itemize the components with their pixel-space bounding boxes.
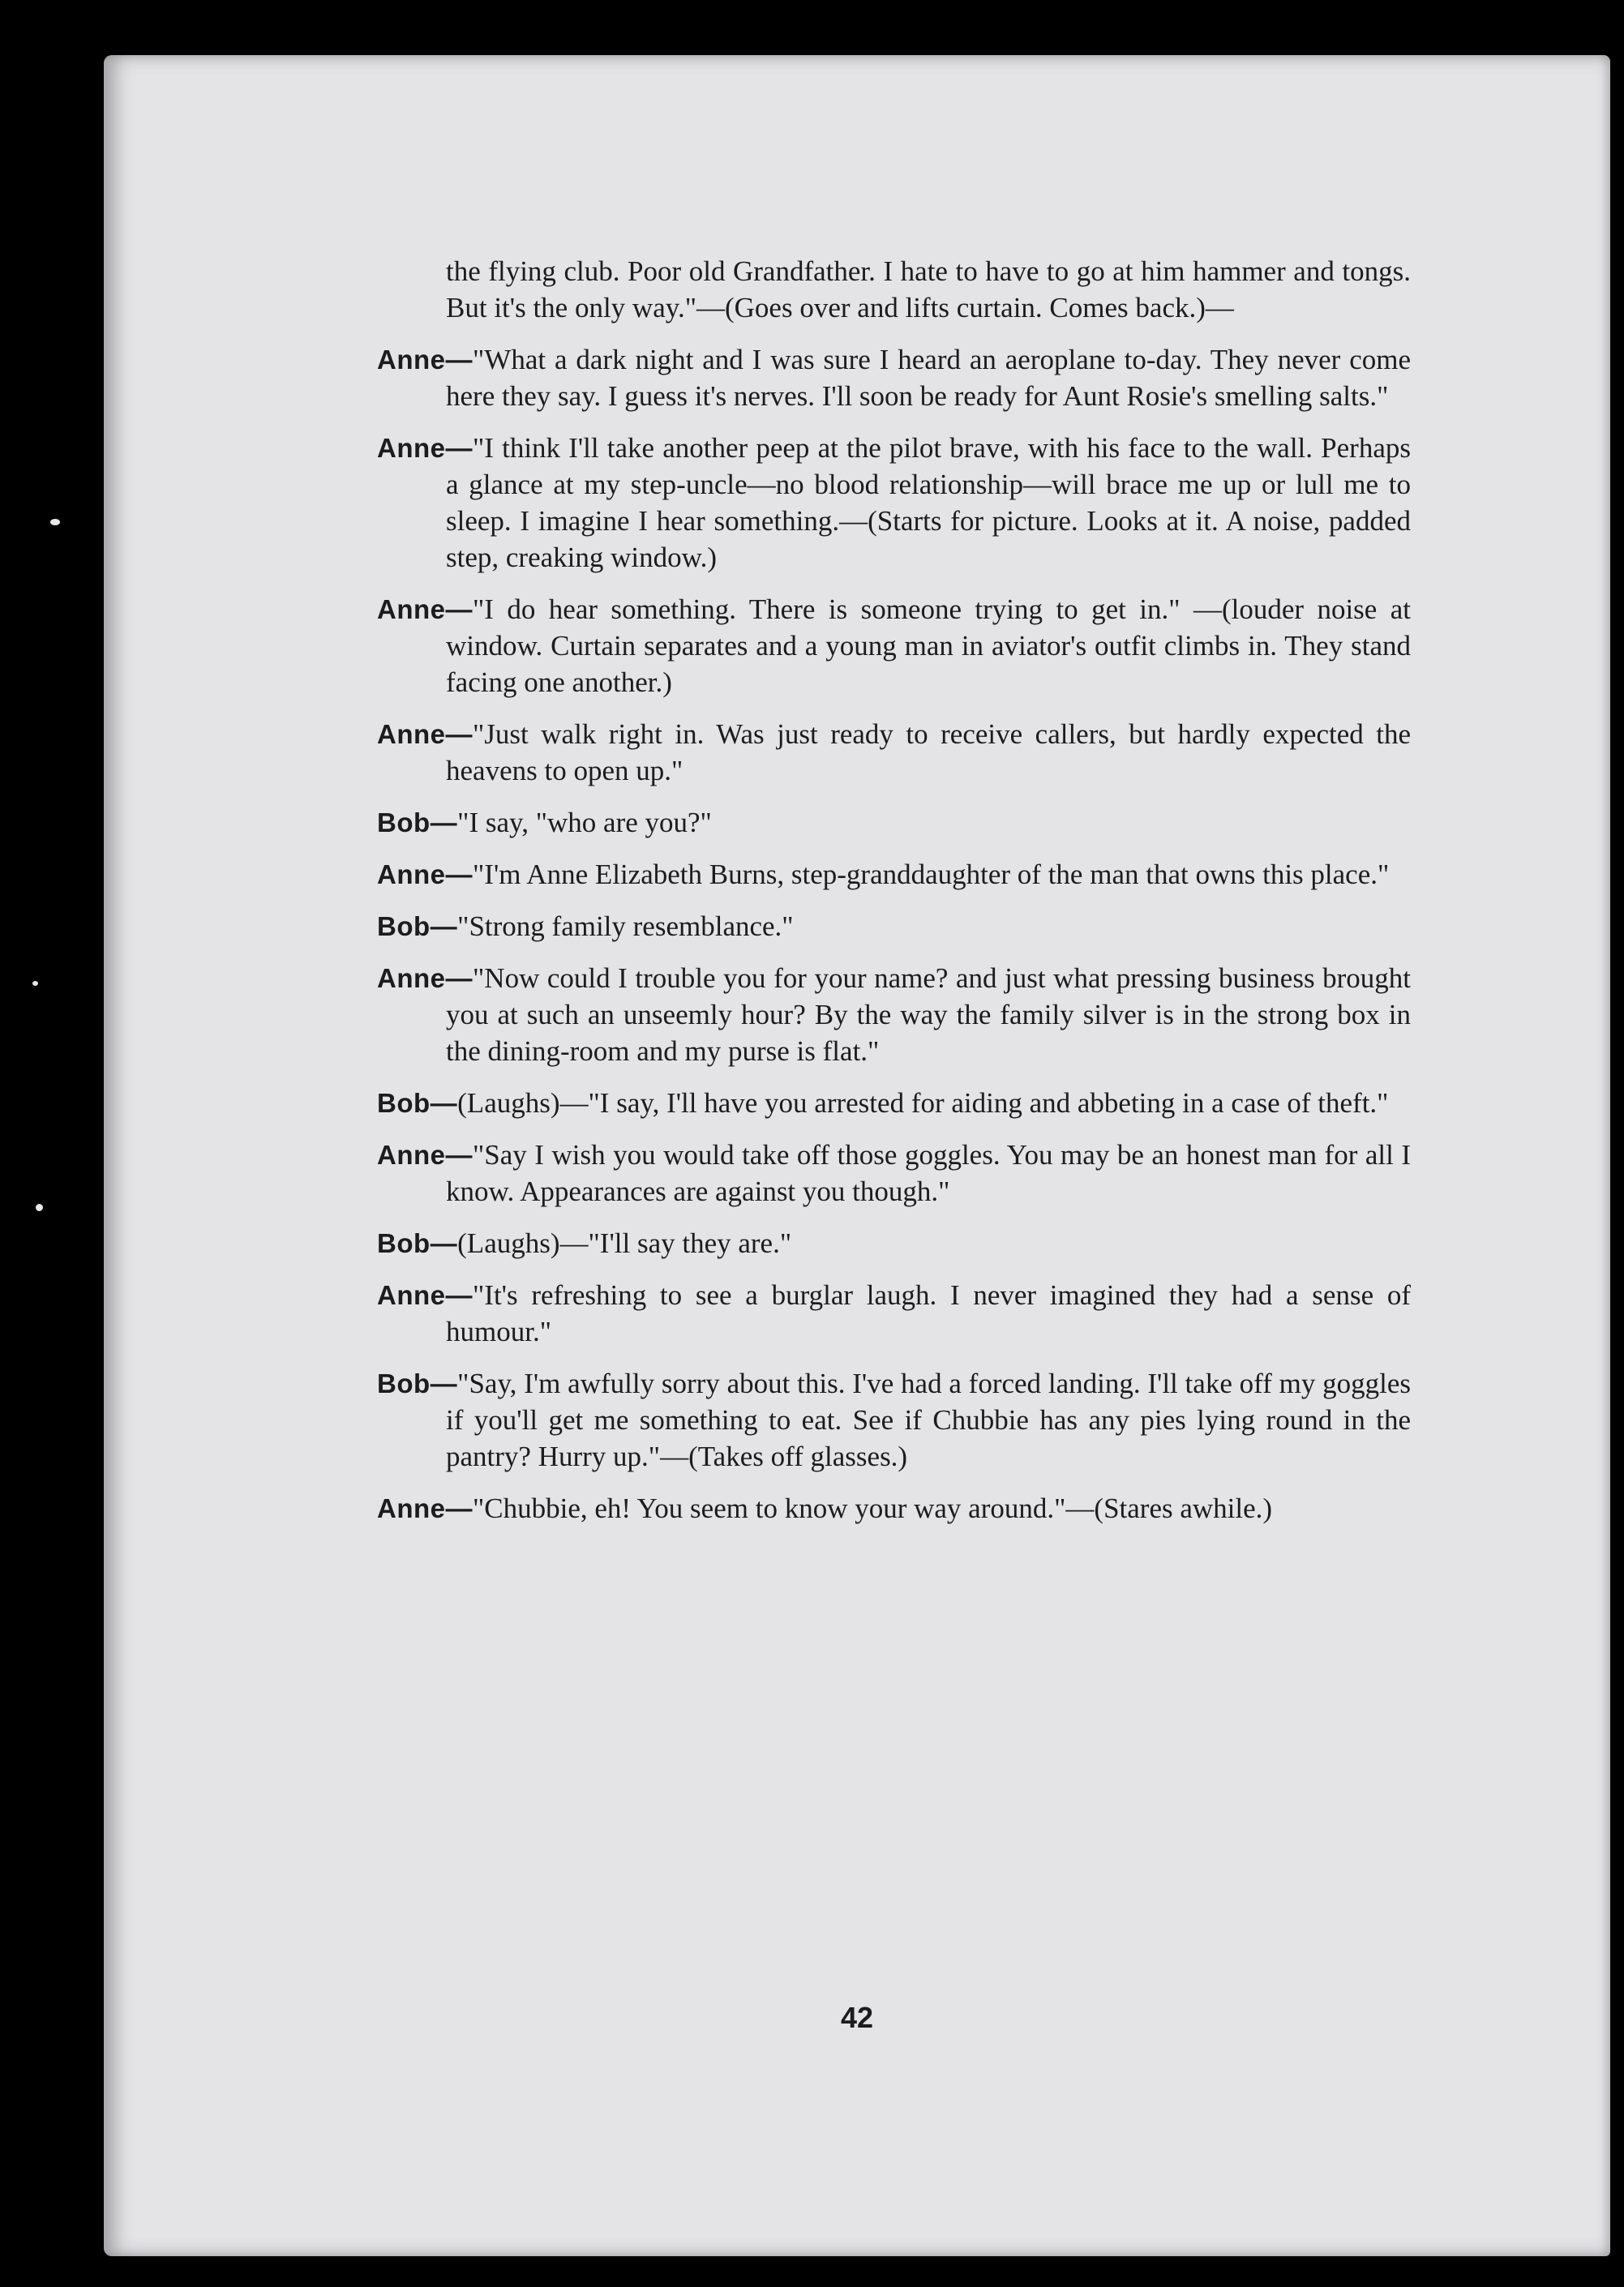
dialogue-text: "Say, I'm awfully sorry about this. I've had a forced landing. I'll take off my goggles if you'll get me something to eat. See if Chubbie has any pies lying round in the pantry? Hurry up."—(Takes off glasses.): [446, 1368, 1411, 1472]
speaker-name: Anne—: [377, 433, 473, 463]
speaker-name: Bob—: [377, 1368, 458, 1398]
dialogue-text: "What a dark night and I was sure I heard an aeroplane to-day. They never come here they say. I guess it's nerves. I'll soon be ready for Aunt Rosie's smelling salts.": [446, 344, 1411, 412]
dialogue-text: "I do hear something. There is someone trying to get in." —(louder noise at window. Curtain separates and a young man in aviator's outfit climbs in. They stand facing one another.): [446, 593, 1411, 698]
speaker-name: Bob—: [377, 807, 458, 837]
speaker-name: Anne—: [377, 963, 473, 993]
speaker-name: Anne—: [377, 859, 473, 889]
page-text: [377, 253, 1411, 1542]
dialogue-paragraph: [377, 1085, 1411, 1121]
dialogue-text: "Just walk right in. Was just ready to receive callers, but hardly expected the heavens to open up.": [446, 718, 1411, 786]
speaker-name: Bob—: [377, 911, 458, 941]
dialogue-text: "I'm Anne Elizabeth Burns, step-granddaughter of the man that owns this place.": [473, 859, 1390, 890]
dialogue-text: "Now could I trouble you for your name? and just what pressing business brought you at such an unseemly hour? By the way the family silver is in the strong box in the dining-room and my purse is flat.": [446, 962, 1411, 1067]
speaker-name: Anne—: [377, 1140, 473, 1170]
scan-speck: [36, 1204, 43, 1211]
dialogue-paragraph: [377, 1365, 1411, 1475]
dialogue-paragraph: [377, 430, 1411, 576]
dialogue-text: "I say, "who are you?": [457, 807, 712, 838]
page-number: 42: [840, 2001, 874, 2034]
speaker-name: Bob—: [377, 1088, 458, 1118]
dialogue-text: (Laughs)—"I say, I'll have you arrested for aiding and abbeting in a case of theft.": [457, 1087, 1389, 1119]
dialogue-paragraph: [377, 804, 1411, 841]
dialogue-text: "It's refreshing to see a burglar laugh. I never imagined they had a sense of humour.": [446, 1279, 1411, 1347]
dialogue-paragraph: [377, 591, 1411, 700]
speaker-name: Anne—: [377, 594, 473, 624]
dialogue-paragraph: [377, 1490, 1411, 1527]
dialogue-paragraph: [377, 716, 1411, 789]
scan-speck: [50, 519, 60, 525]
speaker-name: Anne—: [377, 1280, 473, 1310]
dialogue-paragraph: [377, 1137, 1411, 1210]
speaker-name: Bob—: [377, 1228, 458, 1258]
dialogue-paragraph: [377, 1277, 1411, 1350]
dialogue-paragraph: [377, 341, 1411, 414]
speaker-name: Anne—: [377, 719, 473, 749]
speaker-name: Anne—: [377, 1493, 473, 1523]
dialogue-text: (Laughs)—"I'll say they are.": [457, 1227, 792, 1259]
dialogue-text: "Strong family resemblance.": [457, 910, 794, 942]
dialogue-paragraph: [377, 1225, 1411, 1261]
dialogue-paragraph: [377, 908, 1411, 944]
dialogue-paragraph: [377, 856, 1411, 893]
dialogue-text: "I think I'll take another peep at the pilot brave, with his face to the wall. Perhaps a glance at my step-uncle—no blood relationship—will brace me up or lull me to sleep. I imagine I hear something.—(Starts for picture. Looks at it. A noise, padded step, creaking window.): [446, 432, 1411, 573]
scan-speck: [32, 981, 38, 986]
dialogue-text: the flying club. Poor old Grandfather. I hate to have to go at him hammer and tongs. But it's the only way."—(Goes over and lifts curtain. Comes back.)—: [446, 255, 1411, 323]
dialogue-text: "Say I wish you would take off those goggles. You may be an honest man for all I know. Appearances are against you though.": [446, 1139, 1411, 1207]
dialogue-paragraph: [377, 960, 1411, 1069]
dialogue-text: "Chubbie, eh! You seem to know your way around."—(Stares awhile.): [473, 1493, 1273, 1524]
dialogue-paragraph: [377, 253, 1411, 326]
speaker-name: Anne—: [377, 345, 473, 375]
